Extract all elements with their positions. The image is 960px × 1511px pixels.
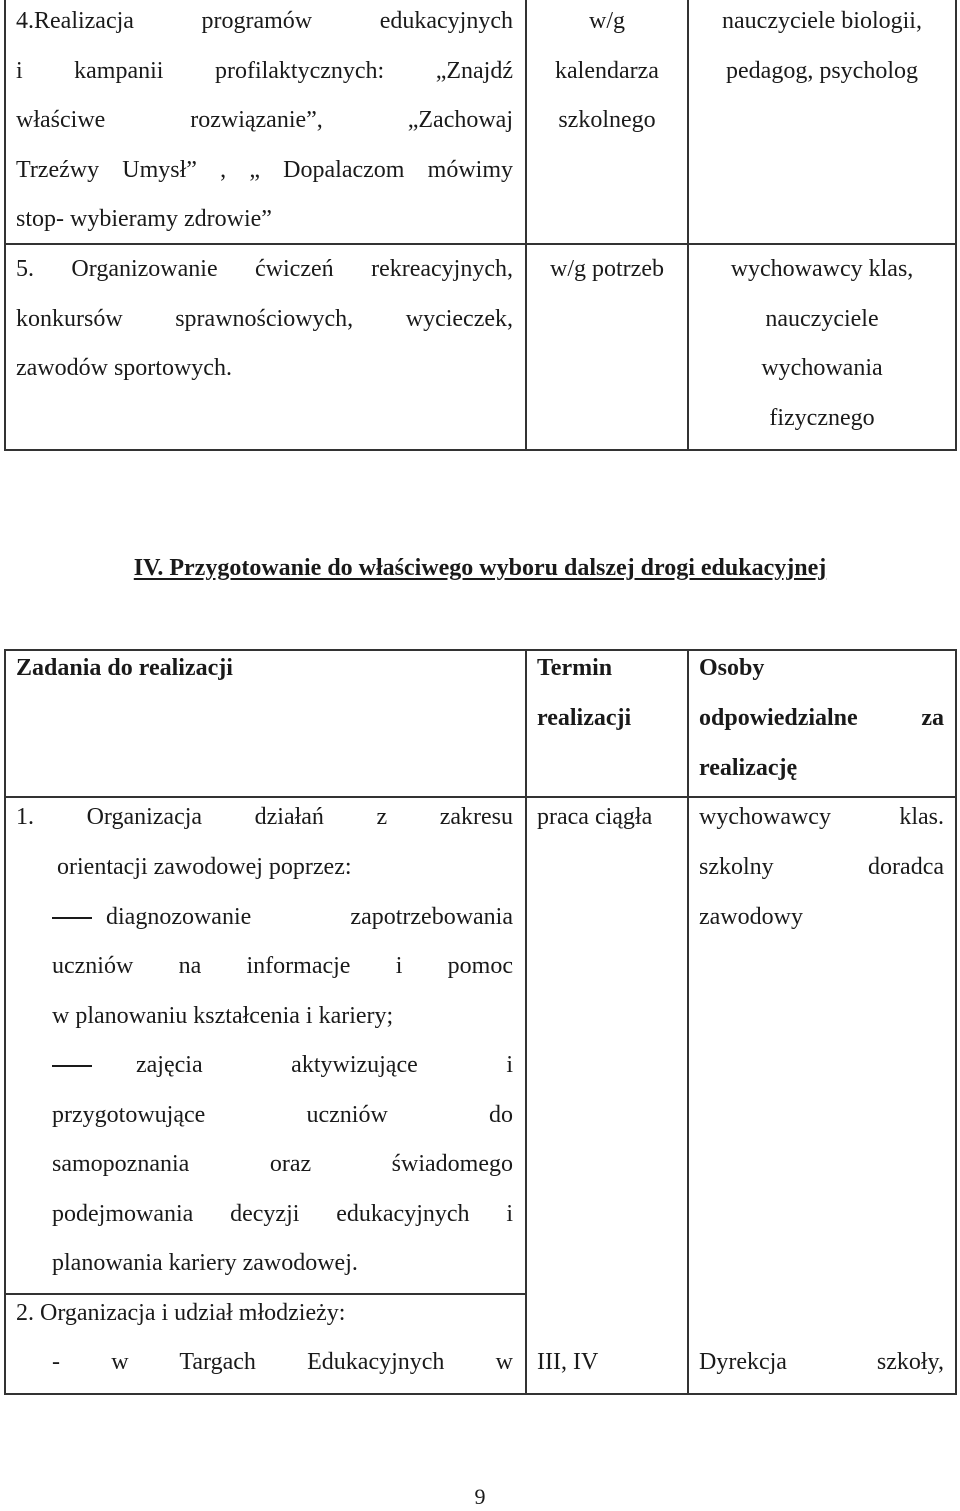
task-text: 4.Realizacja programów edukacyjnych <box>16 8 513 34</box>
section-heading-text: IV. Przygotowanie do właściwego wyboru dalszej drogi edukacyjnej <box>133 555 827 581</box>
task-text: 5. Organizowanie ćwiczeń rekreacyjnych, <box>16 256 513 282</box>
task-text: zajęcia aktywizujące i <box>136 1052 513 1078</box>
task-text: 2. Organizacja i udział młodzieży: <box>16 1300 346 1326</box>
column-header-tasks: Zadania do realizacji <box>16 655 233 681</box>
task-text: - w Targach Edukacyjnych w <box>52 1349 513 1375</box>
column-header-persons: realizację <box>699 755 798 781</box>
bullet-dash <box>52 1065 92 1067</box>
table-row-divider <box>4 243 957 245</box>
persons-text: wychowawcy klas. <box>699 804 944 830</box>
persons-text: szkolny doradca <box>699 854 944 880</box>
term-text: w/g <box>589 8 625 34</box>
table-border-right <box>955 0 957 451</box>
table-border-right <box>955 649 957 1395</box>
task-text: konkursów sprawnościowych, wycieczek, <box>16 306 513 332</box>
task-text: przygotowujące uczniów do <box>52 1102 513 1128</box>
table-border-bottom <box>4 1393 957 1395</box>
table-header-divider <box>4 796 957 798</box>
persons-text: pedagog, psycholog <box>726 58 918 84</box>
column-header-persons: Osoby <box>699 655 765 681</box>
task-text: właściwe rozwiązanie”, „Zachowaj <box>16 107 513 133</box>
table-column-divider <box>687 649 689 1395</box>
task-text: zawodów sportowych. <box>16 355 232 381</box>
persons-text: wychowawcy klas, <box>730 256 914 282</box>
task-text: Trzeźwy Umysł” , „ Dopalaczom mówimy <box>16 157 513 183</box>
task-text: 1. Organizacja działań z zakresu <box>16 804 513 830</box>
task-text: stop- wybieramy zdrowie” <box>16 206 272 232</box>
term-text: praca ciągła <box>537 804 653 830</box>
table-border-top <box>4 649 957 651</box>
table-border-left <box>4 649 6 1395</box>
task-text: planowania kariery zawodowej. <box>52 1250 358 1276</box>
persons-text: zawodowy <box>699 904 803 930</box>
table-row-divider <box>4 1293 527 1295</box>
task-text: diagnozowanie zapotrzebowania <box>106 904 513 930</box>
column-header-persons: odpowiedzialne za <box>699 705 944 731</box>
task-text: uczniów na informacje i pomoc <box>52 953 513 979</box>
persons-text: nauczyciele biologii, <box>722 8 922 34</box>
column-header-term: realizacji <box>537 705 632 731</box>
section-heading <box>0 553 960 583</box>
bullet-dash <box>52 917 92 919</box>
table-border-bottom <box>4 449 957 451</box>
table-column-divider <box>525 649 527 1395</box>
persons-text: wychowania <box>761 355 883 381</box>
term-text: szkolnego <box>558 107 656 133</box>
page-number: 9 <box>474 1484 486 1509</box>
task-text: orientacji zawodowej poprzez: <box>57 854 352 880</box>
persons-text: nauczyciele <box>765 306 879 332</box>
persons-text: fizycznego <box>769 405 875 431</box>
persons-text: Dyrekcja szkoły, <box>699 1349 944 1375</box>
table-border-left <box>4 0 6 451</box>
task-text: w planowaniu kształcenia i kariery; <box>52 1003 394 1029</box>
column-header-term: Termin <box>537 655 613 681</box>
task-text: samopoznania oraz świadomego <box>52 1151 513 1177</box>
task-text: podejmowania decyzji edukacyjnych i <box>52 1201 513 1227</box>
term-text: III, IV <box>537 1349 599 1375</box>
term-text: w/g potrzeb <box>550 256 664 282</box>
term-text: kalendarza <box>555 58 659 84</box>
task-text: i kampanii profilaktycznych: „Znajdź <box>16 58 513 84</box>
